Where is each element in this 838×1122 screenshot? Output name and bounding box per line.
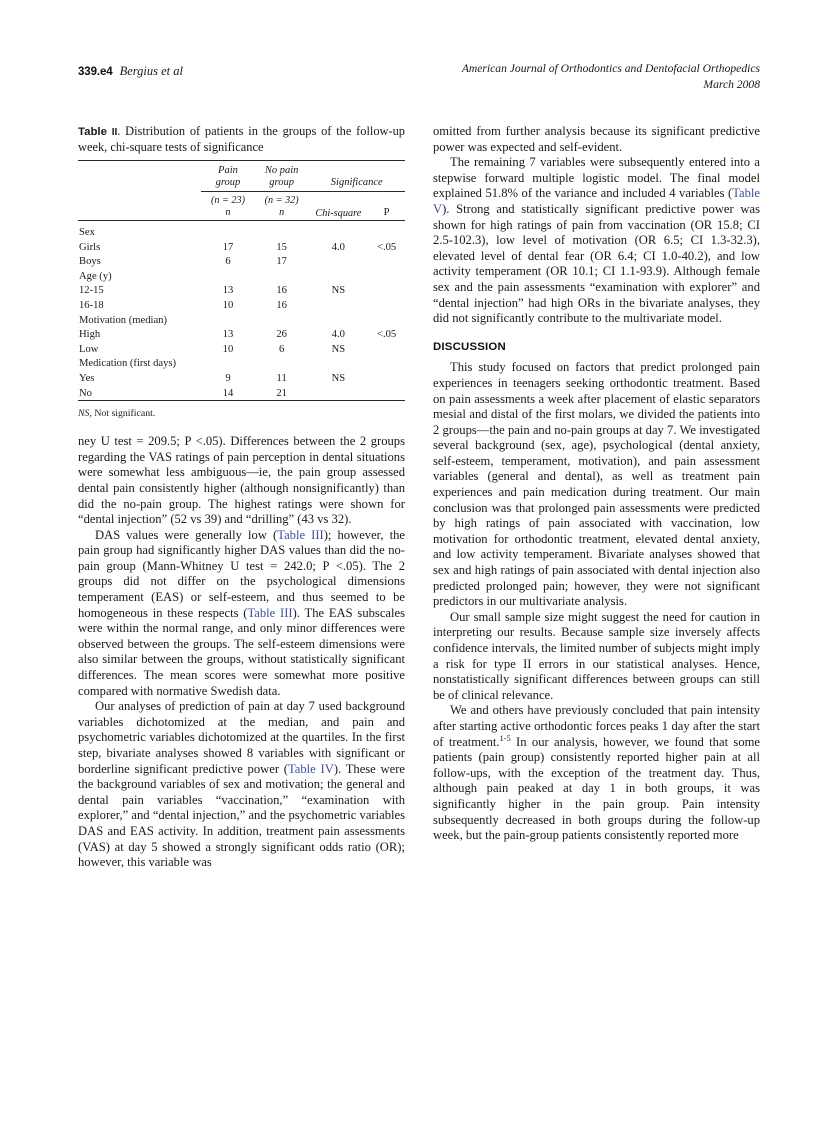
- cell-pain: [201, 356, 255, 371]
- row-sub-label: High: [79, 329, 101, 341]
- rp2-text-a: The remaining 7 variables were subsequently entered into a stepwise forward multiple logistic model. The final model explained 51.8% of the variance and included 4 variables (: [433, 155, 760, 201]
- table-row: [78, 254, 405, 269]
- cell-chi-square: NS: [331, 372, 346, 384]
- journal-title: American Journal of Orthodontics and Dentofacial Orthopedics: [461, 62, 760, 75]
- cell-pain: 14: [222, 387, 234, 399]
- table-body: [78, 225, 405, 401]
- row-sub-label: 16-18: [79, 299, 104, 311]
- header-nopain-group: [255, 165, 309, 192]
- cell-p-value: [368, 371, 405, 386]
- cell-chi-square: [309, 298, 369, 313]
- cell-chi-square: [309, 356, 369, 371]
- table-row: [78, 225, 405, 240]
- table-rule-bottom: [78, 401, 405, 405]
- rp2-text-b: ). Strong and statistically significant predictive power was shown for high ratings of pain from vaccination (OR 15.8; CI 2.5-102.3), low level of motivation (OR 6.5; CI 1.3-32.3), elevated level of dental fear (OR 6.4; CI 1.0-40.2), and low activity temperament (OR 10.1; CI 1.1-93.9). Although female sex and the pain assessments “examination with explorer” and “dental injection” had high ORs in the bivariate analyses, they did not significantly contribute to the multivariate model.: [433, 201, 760, 326]
- page-folio: 339.e4: [78, 66, 113, 78]
- cell-nopain: [255, 313, 309, 328]
- footnote-abbr: NS: [78, 408, 90, 420]
- table-row: [78, 269, 405, 284]
- table-row: [78, 356, 405, 371]
- table-row: [78, 283, 405, 298]
- cell-nopain: 21: [276, 387, 287, 399]
- right-paragraph-1: omitted from further analysis because its significant predictive power was expected and self-evident.: [433, 124, 760, 154]
- cell-chi-square: [309, 225, 369, 240]
- cell-p-value: [368, 225, 405, 240]
- cell-p-value: [368, 298, 405, 313]
- header-pain-group-line1: Pain: [218, 164, 238, 176]
- header-unit-nopain: n: [279, 207, 285, 219]
- table-header-units: [78, 207, 405, 220]
- header-pain-group: [201, 165, 255, 192]
- right-paragraph-2: [433, 155, 760, 327]
- row-sub-label: Boys: [79, 256, 101, 268]
- table-caption: [78, 124, 405, 156]
- row-group-label: Sex: [79, 227, 95, 238]
- rp5-text-b: In our analysis, however, we found that some patients (pain group) consistently reported higher pain at all follow-ups, with the exception of the treatment day. Thus, although pain peaked at day 1 in both groups, it was significantly higher in the pain group. Pain intensity subsequently decreased in both groups during the follow-up week, but the pain-group patients consistently reported more: [433, 734, 760, 843]
- table-ii-block: [78, 124, 405, 420]
- cell-p-value: [368, 313, 405, 328]
- cell-nopain: 26: [276, 329, 287, 341]
- cell-nopain: 17: [276, 256, 287, 268]
- left-paragraph-1: ney U test = 209.5; P <.05). Differences between the 2 groups regarding the VAS ratings of pain perception in dental situations were somewhat less ambiguous—ie, the pain group assessed dental pain consistently higher (although nonsignificantly) than did the no-pain group. The highest ratings were shown for “dental injection” (52 vs 39) and “drilling” (43 vs 32).: [78, 434, 405, 527]
- row-sub-label: Girls: [79, 241, 101, 253]
- lp2-text-a: DAS values were generally low (: [95, 527, 278, 542]
- xref-table-iii-a[interactable]: Table III: [277, 527, 324, 542]
- rp5-text-a: We and others have previously concluded that pain intensity after starting active orthodontic forces peaks 1 day after the start of treatment.: [433, 703, 760, 749]
- header-n-pain: (n = 23): [210, 194, 245, 206]
- right-paragraph-5: [433, 703, 760, 843]
- cell-pain: 6: [225, 256, 231, 268]
- right-paragraph-4: Our small sample size might suggest the need for caution in interpreting our results. Because sample size inversely affects confidence intervals, the limited number of subjects might imply a risk for type II errors in our statistical analyses. Hence, nonstatistically significant differences between groups can still be of clinical relevance.: [433, 609, 760, 702]
- footnote-text: , Not significant.: [89, 408, 156, 420]
- running-head: [78, 62, 760, 96]
- lp2-text-b: ); however, the pain group had significantly higher DAS values than did the no-pain group (Mann-Whitney U test = 242.0; P <.05). The 2 groups did not differ on the psychological dimensions temperament (EAS) or self-esteem, and thus seemed to be homogeneous in these respects (: [78, 527, 405, 620]
- xref-table-v[interactable]: Table V: [433, 186, 760, 216]
- running-head-right: [462, 61, 760, 92]
- header-significance: Significance: [309, 165, 406, 192]
- xref-table-iv[interactable]: Table IV: [287, 761, 334, 776]
- cell-nopain: 16: [276, 299, 287, 311]
- running-head-authors: Bergius et al: [119, 64, 183, 78]
- table-header-groups: [78, 165, 405, 192]
- cell-nopain: 16: [276, 285, 287, 297]
- cell-p-value: [368, 386, 405, 401]
- cell-pain: 10: [222, 343, 234, 355]
- row-sub-label: 12-15: [79, 285, 104, 297]
- cell-nopain: [255, 356, 309, 371]
- left-paragraph-3: [78, 699, 405, 871]
- cell-p-value: [368, 342, 405, 357]
- cell-nopain: 11: [276, 372, 287, 384]
- cell-chi-square: NS: [331, 343, 346, 355]
- table-row: [78, 313, 405, 328]
- row-sub-label: Yes: [79, 372, 95, 384]
- citation-ref-1-5[interactable]: 1-5: [499, 733, 511, 743]
- cell-nopain: 15: [276, 241, 287, 253]
- right-column: [433, 124, 760, 844]
- table-row: [78, 386, 405, 401]
- right-paragraph-3: This study focused on factors that predict prolonged pain experiences in teenagers seeking orthodontic treatment. Based on pain assessments a week after placement of elastic separators mesial and distal of the first molars, we divided the patients into 2 groups—the pain and no-pain groups at day 7. We investigated several background (sex, age), psychological (dental anxiety, self-esteem, temperament, motivation), and pain assessment variables (general and dental), as well as treatment pain experiences and pain medication during treatment. Our main conclusion was that prolonged pain assessments were predicted by high ratings of pain associated with vaccination, low motivation for orthodontic treatment, elevated dental anxiety, and low activity temperament. Bivariate analyses showed that sex and high ratings of pain associated with dental injection also predicted prolonged pain; however, they were not significant predictors in our multivariate analysis.: [433, 360, 760, 609]
- cell-chi-square: [309, 269, 369, 284]
- cell-pain: [201, 225, 255, 240]
- lp3-text-a: Our analyses of prediction of pain at day 7 used background variables dichotomized at the median, and pain and psychometric variables dichotomized at the quartiles. In the first step, bivariate analyses showed 8 variables with significant or borderline significant predictive power (: [78, 699, 405, 776]
- section-heading-discussion: DISCUSSION: [433, 340, 506, 353]
- left-paragraph-2: [78, 528, 405, 700]
- row-group-label: Motivation (median): [79, 314, 167, 326]
- issue-date: March 2008: [703, 77, 760, 91]
- table-row: [78, 298, 405, 313]
- table-number: II: [111, 127, 118, 138]
- table-row: [78, 342, 405, 357]
- cell-pain: [201, 313, 255, 328]
- row-group-label: Medication (first days): [79, 358, 177, 370]
- cell-nopain: 6: [279, 343, 285, 355]
- table-row: [78, 240, 405, 255]
- cell-nopain: [255, 225, 309, 240]
- cell-pain: 13: [222, 329, 234, 341]
- cell-chi-square: 4.0: [331, 329, 345, 341]
- table-footnote: [78, 408, 405, 420]
- cell-p-value: <.05: [376, 241, 397, 253]
- table-header-n: [78, 191, 405, 207]
- cell-p-value: [368, 283, 405, 298]
- cell-chi-square: [309, 386, 369, 401]
- table-row: [78, 327, 405, 342]
- cell-p-value: <.05: [376, 329, 397, 341]
- row-group-label: Age (y): [79, 270, 112, 282]
- cell-p-value: [368, 269, 405, 284]
- header-nopain-group-line2: group: [269, 176, 294, 188]
- header-n-nopain: (n = 32): [264, 194, 299, 206]
- cell-p-value: [368, 254, 405, 269]
- header-p-value: P: [383, 207, 390, 219]
- cell-p-value: [368, 356, 405, 371]
- header-chi-square: Chi-square: [315, 208, 362, 219]
- lp3-text-b: ). These were the background variables of sex and motivation; the general and dental pain variables “vaccination,” “examination with explorer,” and “dental injection,” and the psychometric variables DAS and EAS activity. In addition, treatment pain assessments (VAS) at day 5 showed a strongly significant odds ratio (OR); however, this variable was: [78, 761, 406, 870]
- row-sub-label: Low: [79, 343, 99, 355]
- cell-chi-square: [309, 254, 369, 269]
- cell-chi-square: [309, 313, 369, 328]
- table-caption-text: . Distribution of patients in the groups of the follow-up week, chi-square tests of significance: [78, 124, 405, 155]
- cell-pain: 10: [222, 299, 234, 311]
- cell-pain: 13: [222, 285, 234, 297]
- table-label: Table: [78, 126, 107, 138]
- cell-chi-square: 4.0: [331, 241, 345, 253]
- cell-pain: [201, 269, 255, 284]
- table-ii: [78, 160, 405, 404]
- header-pain-group-line2: group: [215, 176, 241, 188]
- left-column: [78, 124, 405, 871]
- cell-pain: 9: [225, 372, 231, 384]
- running-head-left: [78, 62, 183, 80]
- cell-pain: 17: [222, 241, 234, 253]
- xref-table-iii-b[interactable]: Table III: [247, 605, 293, 620]
- header-unit-pain: n: [225, 207, 231, 219]
- header-nopain-group-line1: No pain: [264, 164, 299, 176]
- cell-nopain: [255, 269, 309, 284]
- row-sub-label: No: [79, 387, 92, 399]
- cell-chi-square: NS: [331, 285, 346, 297]
- lp2-text-c: ). The EAS subscales were within the normal range, and only minor differences were observed between the groups. The self-esteem dimensions were also similar between the groups, without statistically significant differences. The mean scores were somewhat more positive compared with normative Swedish data.: [78, 605, 405, 698]
- table-row: [78, 371, 405, 386]
